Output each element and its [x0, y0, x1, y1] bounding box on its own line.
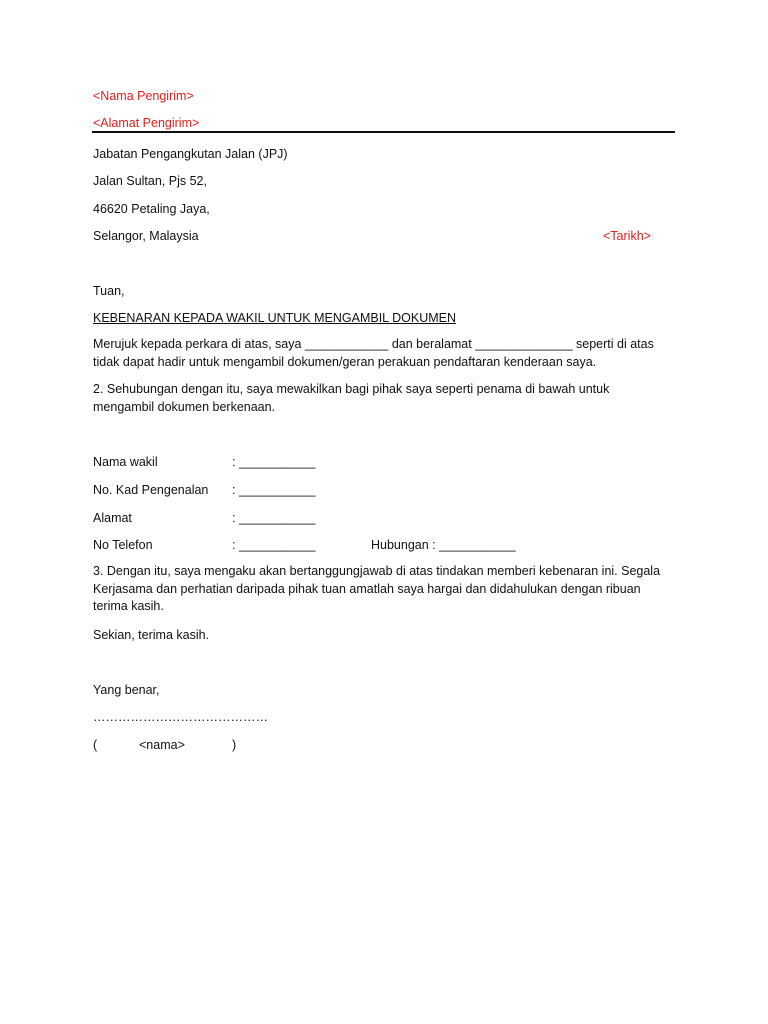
sender-address: <Alamat Pengirim> — [93, 116, 200, 130]
field-value-alamat: : ___________ — [232, 511, 316, 525]
paragraph-2: 2. Sehubungan dengan itu, saya mewakilkan bagi pihak saya seperti penama di bawah untuk mengambil dokumen berkenaan. — [93, 382, 610, 414]
recipient-line-1: Jabatan Pengangkutan Jalan (JPJ) — [93, 147, 288, 161]
field-label-alamat: Alamat — [93, 511, 132, 525]
letter-subject: KEBENARAN KEPADA WAKIL UNTUK MENGAMBIL DOKUMEN — [93, 311, 457, 325]
salutation: Tuan, — [93, 284, 125, 298]
paragraph-1: Merujuk kepada perkara di atas, saya ____________ dan beralamat ______________ seperti di atas tidak dapat hadir untuk mengambil dokumen/geran perakuan pendaftaran kenderaan saya. — [93, 337, 654, 369]
signature-close-paren: ) — [232, 738, 237, 752]
field-label-no-telefon: No Telefon — [93, 538, 153, 552]
field-label-nama-wakil: Nama wakil — [93, 455, 158, 469]
closing-text: Sekian, terima kasih. — [93, 628, 210, 642]
field-value-kad-pengenalan: : ___________ — [232, 483, 316, 497]
recipient-line-4: Selangor, Malaysia — [93, 229, 199, 243]
signature-open-paren: ( — [93, 738, 98, 752]
field-label-kad-pengenalan: No. Kad Pengenalan — [93, 483, 209, 497]
signature-line: …………………………………… — [93, 710, 268, 724]
sender-divider — [92, 131, 675, 133]
sign-off: Yang benar, — [93, 683, 160, 697]
field-value-no-telefon: : ___________ — [232, 538, 316, 552]
sender-name: <Nama Pengirim> — [93, 89, 194, 103]
date-placeholder: <Tarikh> — [603, 229, 651, 243]
recipient-line-2: Jalan Sultan, Pjs 52, — [93, 174, 207, 188]
signature-name-placeholder: <nama> — [139, 738, 185, 752]
field-value-nama-wakil: : ___________ — [232, 455, 316, 469]
recipient-line-3: 46620 Petaling Jaya, — [93, 202, 210, 216]
field-hubungan: Hubungan : ___________ — [371, 538, 516, 552]
paragraph-3: 3. Dengan itu, saya mengaku akan bertanggungjawab di atas tindakan memberi kebenaran ini. Segala Kerjasama dan perhatian daripada pihak tuan amatlah saya hargai dan didahulukan dengan ribuan terima kasih. — [93, 564, 661, 613]
